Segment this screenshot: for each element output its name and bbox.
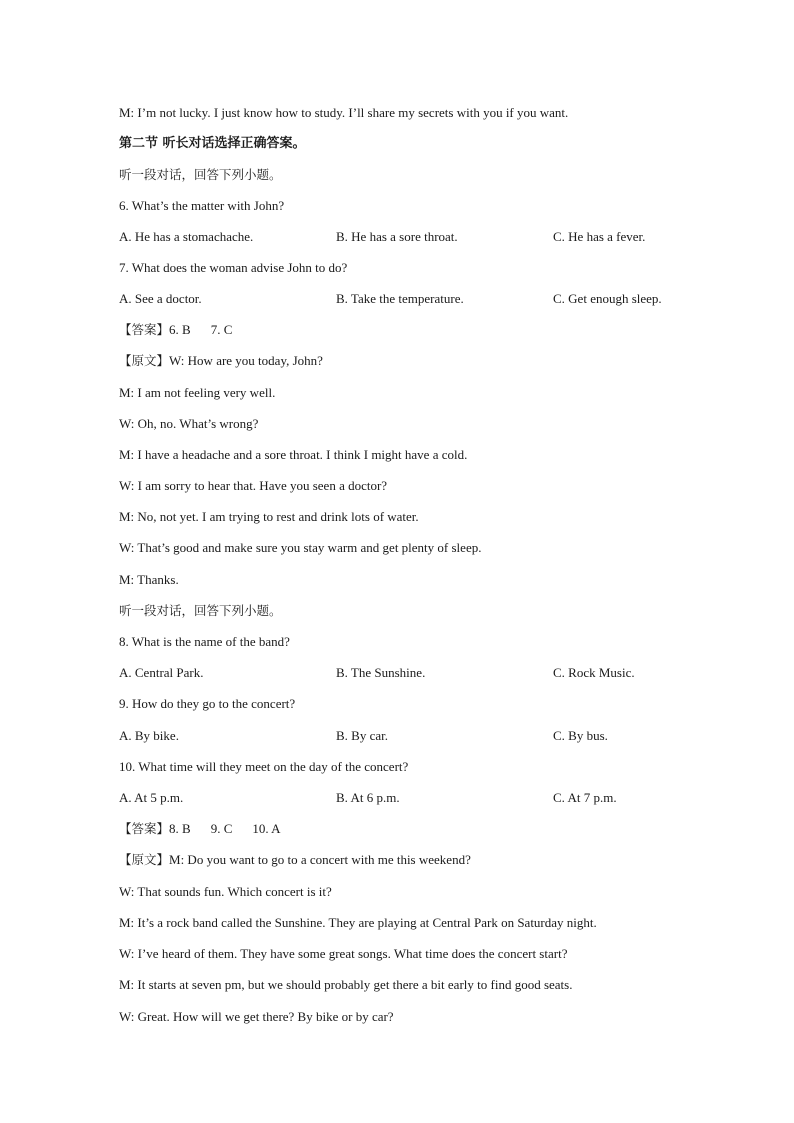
option-a: A. See a doctor. xyxy=(119,291,202,306)
answer-row xyxy=(119,821,281,837)
answer-item: 8. B xyxy=(169,821,191,836)
dialogue-line: W: Great. How will we get there? By bike or by car? xyxy=(119,1009,394,1024)
question-10-options xyxy=(119,790,719,806)
answer-row xyxy=(119,322,232,338)
question-7-options xyxy=(119,291,719,307)
option-a: A. Central Park. xyxy=(119,665,204,680)
transcript-start xyxy=(119,353,323,369)
dialogue-line: M: It’s a rock band called the Sunshine. They are playing at Central Park on Saturday night. xyxy=(119,915,597,930)
option-b: B. Take the temperature. xyxy=(336,291,464,306)
option-b: B. He has a sore throat. xyxy=(336,229,458,244)
question-9: 9. How do they go to the concert? xyxy=(119,696,296,711)
transcript-tag: 【原文】 xyxy=(119,852,170,867)
answer-tag: 【答案】 xyxy=(119,322,170,337)
transcript-start xyxy=(119,852,471,868)
dialogue-line: M: It starts at seven pm, but we should probably get there a bit early to find good seats. xyxy=(119,977,573,992)
option-a: A. At 5 p.m. xyxy=(119,790,184,805)
question-8: 8. What is the name of the band? xyxy=(119,634,290,649)
option-c: C. At 7 p.m. xyxy=(553,790,617,805)
dialogue-line: W: I’ve heard of them. They have some great songs. What time does the concert start? xyxy=(119,946,568,961)
option-a: A. He has a stomachache. xyxy=(119,229,254,244)
question-8-options xyxy=(119,665,719,681)
question-6: 6. What’s the matter with John? xyxy=(119,198,285,213)
answer-item: 10. A xyxy=(252,821,281,836)
dialogue-line: M: I have a headache and a sore throat. I think I might have a cold. xyxy=(119,447,468,462)
dialogue-line: M: I am not feeling very well. xyxy=(119,385,276,400)
dialogue-line: W: I am sorry to hear that. Have you seen a doctor? xyxy=(119,478,388,493)
dialogue-line: W: How are you today, John? xyxy=(169,353,323,368)
question-7: 7. What does the woman advise John to do? xyxy=(119,260,348,275)
option-b: B. By car. xyxy=(336,728,388,743)
section-heading: 第二节 听长对话选择正确答案。 xyxy=(119,136,306,151)
dialogue-line: M: I’m not lucky. I just know how to study. I’ll share my secrets with you if you want. xyxy=(119,105,569,120)
dialogue-line: W: That’s good and make sure you stay warm and get plenty of sleep. xyxy=(119,540,482,555)
option-c: C. Rock Music. xyxy=(553,665,635,680)
option-c: C. Get enough sleep. xyxy=(553,291,662,306)
option-c: C. By bus. xyxy=(553,728,608,743)
question-6-options xyxy=(119,229,719,245)
transcript-tag: 【原文】 xyxy=(119,353,170,368)
instruction: 听一段对话，回答下列小题。 xyxy=(119,167,282,182)
dialogue-line: M: Do you want to go to a concert with me this weekend? xyxy=(169,852,471,867)
dialogue-line: W: Oh, no. What’s wrong? xyxy=(119,416,259,431)
answer-item: 7. C xyxy=(210,322,233,337)
option-b: B. At 6 p.m. xyxy=(336,790,400,805)
answer-item: 6. B xyxy=(169,322,191,337)
dialogue-line: W: That sounds fun. Which concert is it? xyxy=(119,884,332,899)
question-9-options xyxy=(119,728,719,744)
question-10: 10. What time will they meet on the day of the concert? xyxy=(119,759,409,774)
option-a: A. By bike. xyxy=(119,728,179,743)
answer-tag: 【答案】 xyxy=(119,821,170,836)
dialogue-line: M: Thanks. xyxy=(119,572,179,587)
answer-item: 9. C xyxy=(210,821,233,836)
option-c: C. He has a fever. xyxy=(553,229,646,244)
instruction: 听一段对话，回答下列小题。 xyxy=(119,603,282,618)
dialogue-line: M: No, not yet. I am trying to rest and drink lots of water. xyxy=(119,509,419,524)
option-b: B. The Sunshine. xyxy=(336,665,426,680)
